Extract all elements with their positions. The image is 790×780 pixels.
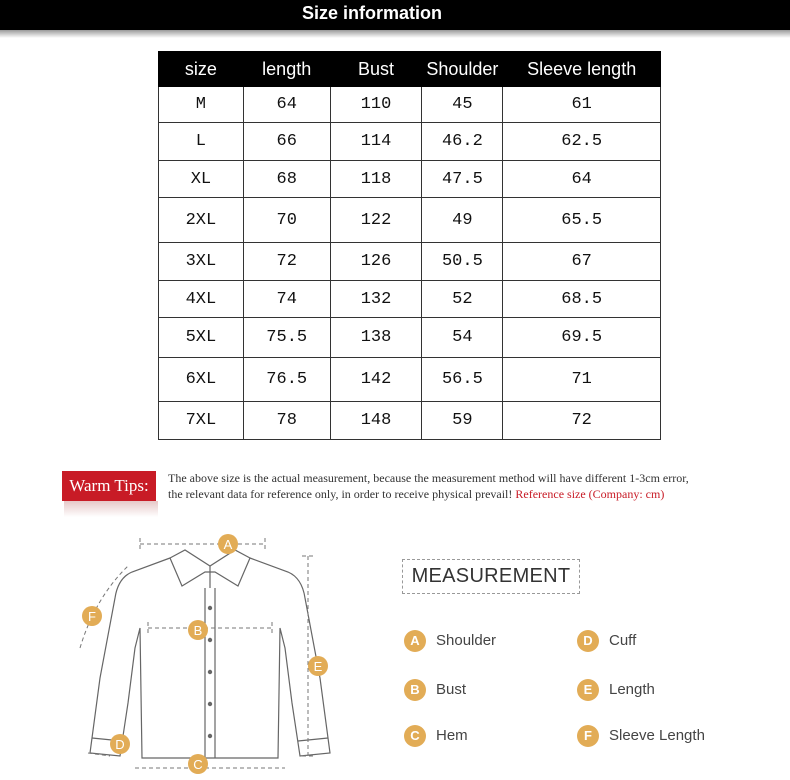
shirt-outline	[90, 550, 330, 758]
tips-text-line-2	[168, 487, 664, 502]
measurement-title-box	[402, 559, 580, 594]
table-cell: 46.2	[422, 123, 503, 161]
table-cell: 52	[422, 281, 503, 318]
table-cell: 126	[330, 243, 422, 281]
table-cell: 76.5	[243, 358, 330, 402]
table-cell: 49	[422, 198, 503, 243]
legend-marker-e: E	[577, 679, 599, 701]
legend-label: Sleeve Length	[609, 727, 705, 744]
column-header: size	[159, 52, 244, 87]
legend-marker-b: B	[404, 679, 426, 701]
table-cell: 69.5	[503, 318, 661, 358]
column-header: Bust	[330, 52, 422, 87]
table-row	[159, 198, 661, 243]
table-cell: 68.5	[503, 281, 661, 318]
legend-label: Shoulder	[436, 632, 497, 649]
table-cell: 72	[243, 243, 330, 281]
marker-e	[308, 656, 328, 676]
measurement-title: MEASUREMENT	[411, 565, 571, 587]
reference-size-note: Reference size (Company: cm)	[515, 487, 665, 501]
warm-tips-badge: Warm Tips:	[62, 471, 156, 501]
table-cell: 114	[330, 123, 422, 161]
table-cell: 110	[330, 87, 422, 123]
svg-text:F: F	[88, 609, 96, 624]
shirt-buttons	[208, 606, 212, 738]
header-shadow	[0, 30, 790, 38]
table-cell: 65.5	[503, 198, 661, 243]
tips-text-line-1: The above size is the actual measurement, because the measurement method will have different 1-3cm error,	[168, 471, 689, 485]
marker-f	[82, 606, 102, 626]
header-banner	[0, 0, 790, 30]
svg-text:C: C	[193, 757, 203, 772]
table-cell: 47.5	[422, 161, 503, 198]
shirt-measurement-diagram	[60, 528, 350, 778]
table-cell: 59	[422, 402, 503, 440]
legend-marker-a: A	[404, 630, 426, 652]
svg-text:B: B	[193, 623, 203, 638]
table-cell: 64	[503, 161, 661, 198]
legend-marker-f: F	[577, 725, 599, 747]
marker-b	[188, 620, 208, 640]
table-cell: 2XL	[159, 198, 244, 243]
tips-text-disclaimer: the relevant data for reference only, in order to receive physical prevail!	[168, 487, 513, 501]
table-cell: 138	[330, 318, 422, 358]
table-cell: 4XL	[159, 281, 244, 318]
table-cell: M	[159, 87, 244, 123]
table-cell: 67	[503, 243, 661, 281]
size-table	[158, 51, 661, 440]
table-cell: 142	[330, 358, 422, 402]
table-cell: L	[159, 123, 244, 161]
table-cell: 6XL	[159, 358, 244, 402]
table-cell: 122	[330, 198, 422, 243]
legend-label: Hem	[436, 727, 468, 744]
table-row	[159, 87, 661, 123]
marker-c	[188, 754, 208, 774]
table-cell: 50.5	[422, 243, 503, 281]
table-row	[159, 318, 661, 358]
table-cell: 74	[243, 281, 330, 318]
svg-text:D: D	[115, 737, 125, 752]
table-row	[159, 402, 661, 440]
table-cell: 3XL	[159, 243, 244, 281]
table-row	[159, 358, 661, 402]
table-header-row	[159, 52, 661, 87]
svg-text:E: E	[313, 659, 323, 674]
table-cell: 45	[422, 87, 503, 123]
table-cell: 132	[330, 281, 422, 318]
legend-marker-d: D	[577, 630, 599, 652]
table-row	[159, 123, 661, 161]
marker-a	[218, 534, 238, 554]
legend-label: Bust	[436, 681, 467, 698]
table-cell: 7XL	[159, 402, 244, 440]
table-cell: 56.5	[422, 358, 503, 402]
page-title: Size information	[301, 3, 442, 23]
table-cell: 70	[243, 198, 330, 243]
table-row	[159, 281, 661, 318]
table-cell: 78	[243, 402, 330, 440]
table-cell: XL	[159, 161, 244, 198]
legend-label: Length	[609, 681, 655, 698]
column-header: Shoulder	[422, 52, 503, 87]
legend-label: Cuff	[609, 632, 637, 649]
table-cell: 148	[330, 402, 422, 440]
table-cell: 54	[422, 318, 503, 358]
legend-marker-c: C	[404, 725, 426, 747]
table-cell: 66	[243, 123, 330, 161]
table-cell: 64	[243, 87, 330, 123]
table-row	[159, 161, 661, 198]
table-row	[159, 243, 661, 281]
table-cell: 68	[243, 161, 330, 198]
warm-tips-shadow	[64, 501, 158, 517]
column-header: length	[243, 52, 330, 87]
table-cell: 62.5	[503, 123, 661, 161]
table-cell: 72	[503, 402, 661, 440]
table-cell: 118	[330, 161, 422, 198]
table-cell: 75.5	[243, 318, 330, 358]
table-cell: 61	[503, 87, 661, 123]
marker-d	[110, 734, 130, 754]
table-cell: 71	[503, 358, 661, 402]
svg-text:A: A	[223, 537, 233, 552]
column-header: Sleeve length	[503, 52, 661, 87]
table-cell: 5XL	[159, 318, 244, 358]
